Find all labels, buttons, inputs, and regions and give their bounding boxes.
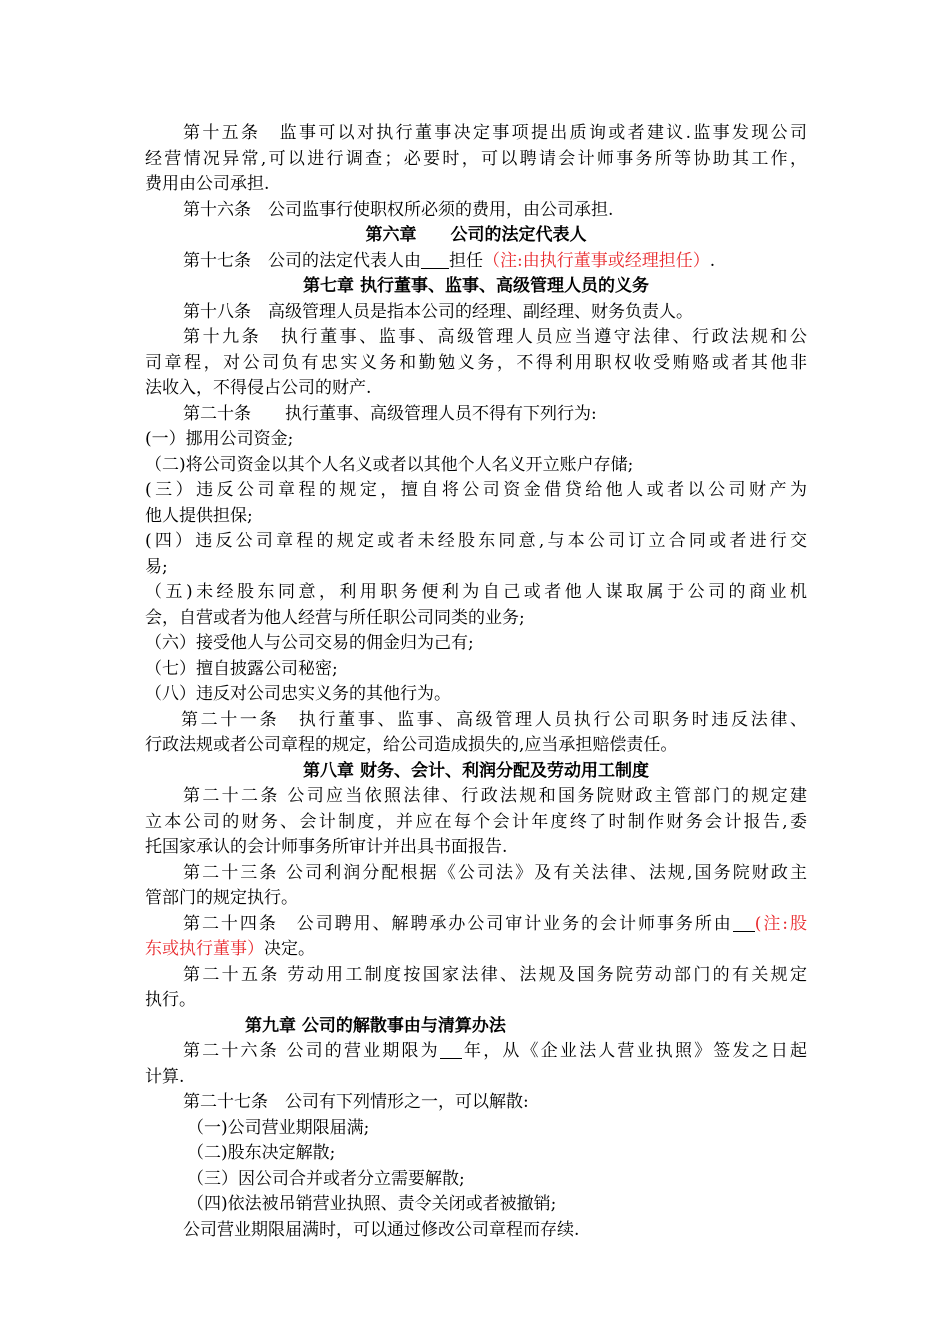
article-20-item-7: （七）擅自披露公司秘密; [145,658,338,679]
article-20-item-2: （二)将公司资金以其个人名义或者以其他个人名义开立账户存储; [145,454,634,475]
article-17-middle: 担任 [449,250,483,271]
article-20-item-1: (一）挪用公司资金; [145,429,294,449]
article-19-line-3: 法收入，不得侵占公司的财产. [145,378,372,398]
article-20-item-5-line-1: （五)未经股东同意，利用职务便利为自己或者他人谋取属于公司的商业机 [145,582,807,602]
chapter-9-heading: 第九章 公司的解散事由与清算办法 [245,1015,506,1036]
article-27-item-4: （四)依法被吊销营业执照、责令关闭或者被撤销; [187,1194,557,1214]
article-27-intro: 第二十七条 公司有下列情形之一，可以解散: [183,1092,529,1112]
article-27-closing: 公司营业期限届满时，可以通过修改公司章程而存续. [183,1219,580,1240]
article-17 [145,249,807,275]
article-22-line-2: 立本公司的财务、会计制度，并应在每个会计年度终了时制作财务会计报告,委 [145,811,807,832]
document-body [145,121,807,1243]
article-26-prefix: 第二十六条 公司的营业期限为 [183,1041,440,1061]
article-23-line-1: 第二十三条 公司利润分配根据《公司法》及有关法律、法规,国务院财政主 [183,862,807,883]
article-26-suffix: 年，从《企业法人营业执照》签发之日起 [461,1041,807,1061]
article-15-line-2: 经营情况异常,可以进行调查；必要时，可以聘请会计师事务所等协助其工作， [145,148,807,169]
article-26-line-1 [145,1039,807,1065]
chapter-8-heading: 第八章 财务、会计、利润分配及劳动用工制度 [303,760,649,781]
article-20-item-4-line-2: 易; [145,556,168,577]
article-17-note: （注:由执行董事或经理担任） [483,250,710,271]
article-19-line-1: 第十九条 执行董事、监事、高级管理人员应当遵守法律、行政法规和公 [183,327,807,347]
article-15-line-3: 费用由公司承担. [145,174,270,194]
article-26-blank [440,1042,462,1059]
article-17-suffix: . [709,250,716,271]
article-24-blank [733,915,755,932]
article-18: 第十八条 高级管理人员是指本公司的经理、副经理、财务负责人。 [183,301,693,322]
article-24-prefix: 第二十四条 公司聘用、解聘承办公司审计业务的会计师事务所由 [183,913,733,934]
article-24-note-2: 东或执行董事） [145,939,264,959]
chapter-7-heading: 第七章 执行董事、监事、高级管理人员的义务 [303,276,649,296]
article-20-item-3-line-1: (三）违反公司章程的规定，擅自将公司资金借贷给他人或者以公司财产为 [145,480,807,500]
article-26-line-2: 计算. [145,1066,185,1087]
article-20-item-8: （八）违反对公司忠实义务的其他行为。 [145,684,451,704]
article-20-item-5-line-2: 会，自营或者为他人经营与所任职公司同类的业务; [145,607,525,628]
article-20-item-3-line-2: 他人提供担保; [145,505,253,526]
article-23-line-2: 管部门的规定执行。 [145,888,298,908]
article-24-line-2 [145,937,807,963]
article-17-blank [421,252,449,269]
article-20-item-6: （六）接受他人与公司交易的佣金归为己有; [145,633,474,653]
article-20-intro: 第二十条 执行董事、高级管理人员不得有下列行为: [183,403,597,424]
article-25-line-1: 第二十五条 劳动用工制度按国家法律、法规及国务院劳动部门的有关规定 [183,964,807,985]
article-17-prefix: 第十七条 公司的法定代表人由 [183,250,421,271]
article-25-line-2: 执行。 [145,990,196,1010]
article-21-line-1: 第二十一条 执行董事、监事、高级管理人员执行公司职务时违反法律、 [181,709,807,730]
article-27-item-1: （一)公司营业期限届满; [187,1117,370,1138]
article-22-line-1: 第二十二条 公司应当依照法律、行政法规和国务院财政主管部门的规定建 [183,786,807,806]
article-27-item-2: （二)股东决定解散; [187,1143,336,1163]
chapter-6-heading: 第六章 公司的法定代表人 [365,225,587,245]
article-15-line-1: 第十五条 监事可以对执行董事决定事项提出质询或者建议.监事发现公司 [183,123,807,143]
article-21-line-2: 行政法规或者公司章程的规定，给公司造成损失的,应当承担赔偿责任。 [145,735,678,755]
article-24-line-1 [145,912,807,938]
article-27-item-3: （三）因公司合并或者分立需要解散; [187,1168,465,1189]
article-16: 第十六条 公司监事行使职权所必须的费用，由公司承担. [183,199,614,220]
article-24-suffix: 决定。 [264,939,315,959]
article-20-item-4-line-1: (四）违反公司章程的规定或者未经股东同意,与本公司订立合同或者进行交 [145,531,807,551]
article-19-line-2: 司章程，对公司负有忠实义务和勤勉义务，不得利用职权收受贿赂或者其他非 [145,352,807,373]
article-24-note-1: (注:股 [754,913,807,934]
article-22-line-3: 托国家承认的会计师事务所审计并出具书面报告. [145,837,508,857]
